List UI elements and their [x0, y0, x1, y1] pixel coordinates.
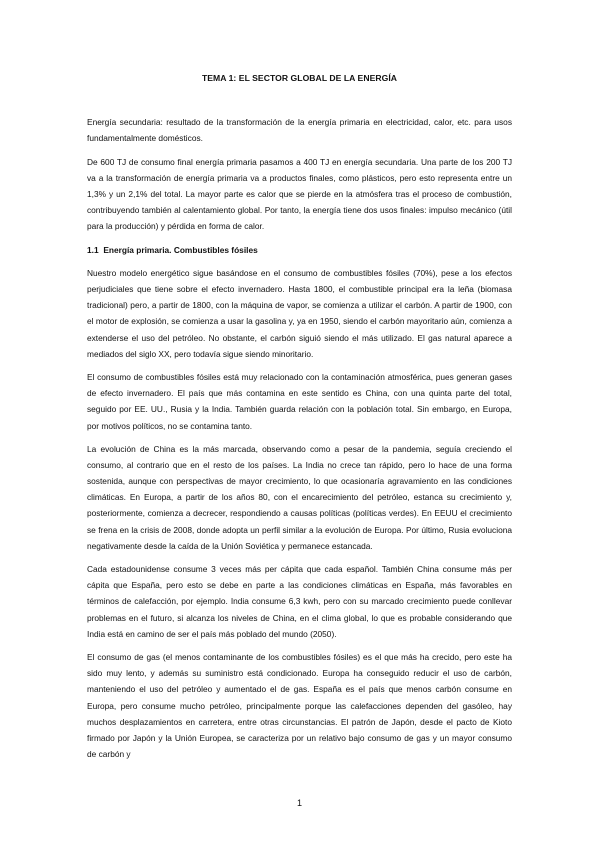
document-body: [87, 114, 512, 769]
paragraph-consumo-final: De 600 TJ de consumo final energía primaria pasamos a 400 TJ en energía secundaria. Una parte de los 200 TJ va a la transformación de energía primaria va a productos finales, como plásticos, pero esto representa entre un 1,3% y un 2,1% del total. La mayor parte es calor que se pierde en la atmósfera tras el proceso de combustión, contribuyendo también al calentamiento global. Por tanto, la energía tiene dos usos finales: impulso mecánico (útil para la producción) y pérdida en forma de calor.: [87, 156, 512, 232]
paragraph-consumo-gas: El consumo de gas (el menos contaminante de los combustibles fósiles) es el que más ha crecido, pero este ha sido muy lento, y además su suministro está condicionado. Europa ha conseguido reducir el uso de carbón, manteniendo el uso del petróleo y aumentado el de gas. España es el país que menos carbón consume en Europa, pero consume mucho petróleo, principalmente porque las calefacciones dependen del gasóleo, hay muchos desplazamientos en carretera, entre otras circunstancias. El patrón de Japón, desde el pacto de Kioto firmado por Japón y la Unión Europea, se caracteriza por un relativo bajo consumo de gas y un mayor consumo de carbón y: [87, 652, 512, 759]
section-title: Energía primaria. Combustibles fósiles: [103, 244, 258, 255]
section-heading: [87, 242, 512, 258]
section-number: 1.1: [87, 244, 99, 255]
page-number: 1: [296, 798, 302, 808]
paragraph-modelo-energetico: Nuestro modelo energético sigue basándose en el consumo de combustibles fósiles (70%), pese a los efectos perjudiciales que tiene sobre el efecto invernadero. Hasta 1800, el combustible principal era la leña (biomasa tradicional) pero, a partir de 1800, con la máquina de vapor, se comienza a utilizar el carbón. A partir de 1900, con el motor de explosión, se comienza a usar la gasolina y, ya en 1950, siendo el carbón mayoritario aún, comienza a extenderse el uso del petróleo. No obstante, el carbón siguió siendo el más utilizado. El gas natural aparece a mediados del siglo XX, pero todavía sigue siendo minoritario.: [87, 268, 512, 359]
paragraph-energia-secundaria: Energía secundaria: resultado de la transformación de la energía primaria en electricidad, calor, etc. para usos fundamentalmente domésticos.: [87, 117, 512, 144]
document-title: TEMA 1: EL SECTOR GLOBAL DE LA ENERGÍA: [201, 73, 398, 83]
paragraph-evolucion-china: La evolución de China es la más marcada, observando como a pesar de la pandemia, seguía creciendo el consumo, al contrario que en el resto de los países. La India no crece tan rápido, pero lo hace de una forma sostenida, aunque con perspectivas de mayor crecimiento, lo que ocasionaría agravamiento en las condiciones climáticas. En Europa, a partir de los años 80, con el encarecimiento del petróleo, estanca su crecimiento y, posteriormente, comienza a decrecer, respondiendo a causas políticas (políticas verdes). En EEUU el crecimiento se frena en la crisis de 2008, donde adopta un perfil similar a la evolución de Europa. Por último, Rusia evoluciona negativamente desde la caída de la Unión Soviética y permanece estancada.: [87, 444, 512, 551]
paragraph-consumo-per-capita: Cada estadounidense consume 3 veces más per cápita que cada español. También China consume más per cápita que España, pero esto se debe en parte a las condiciones climáticas en España, más favorables en términos de calefacción, por ejemplo. India consume 6,3 kwh, pero con su marcado crecimiento puede conllevar problemas en el futuro, si alcanza los niveles de China, en el clima global, lo que es probable considerando que India está en camino de ser el país más poblado del mundo (2050).: [87, 564, 512, 639]
paragraph-contaminacion: El consumo de combustibles fósiles está muy relacionado con la contaminación atmosférica, pues generan gases de efecto invernadero. El país que más contamina en este sentido es China, con una quinta parte del total, seguido por EE. UU., Rusia y la India. También guarda relación con la población total. Sin embargo, en Europa, por motivos políticos, no se contamina tanto.: [87, 372, 512, 431]
